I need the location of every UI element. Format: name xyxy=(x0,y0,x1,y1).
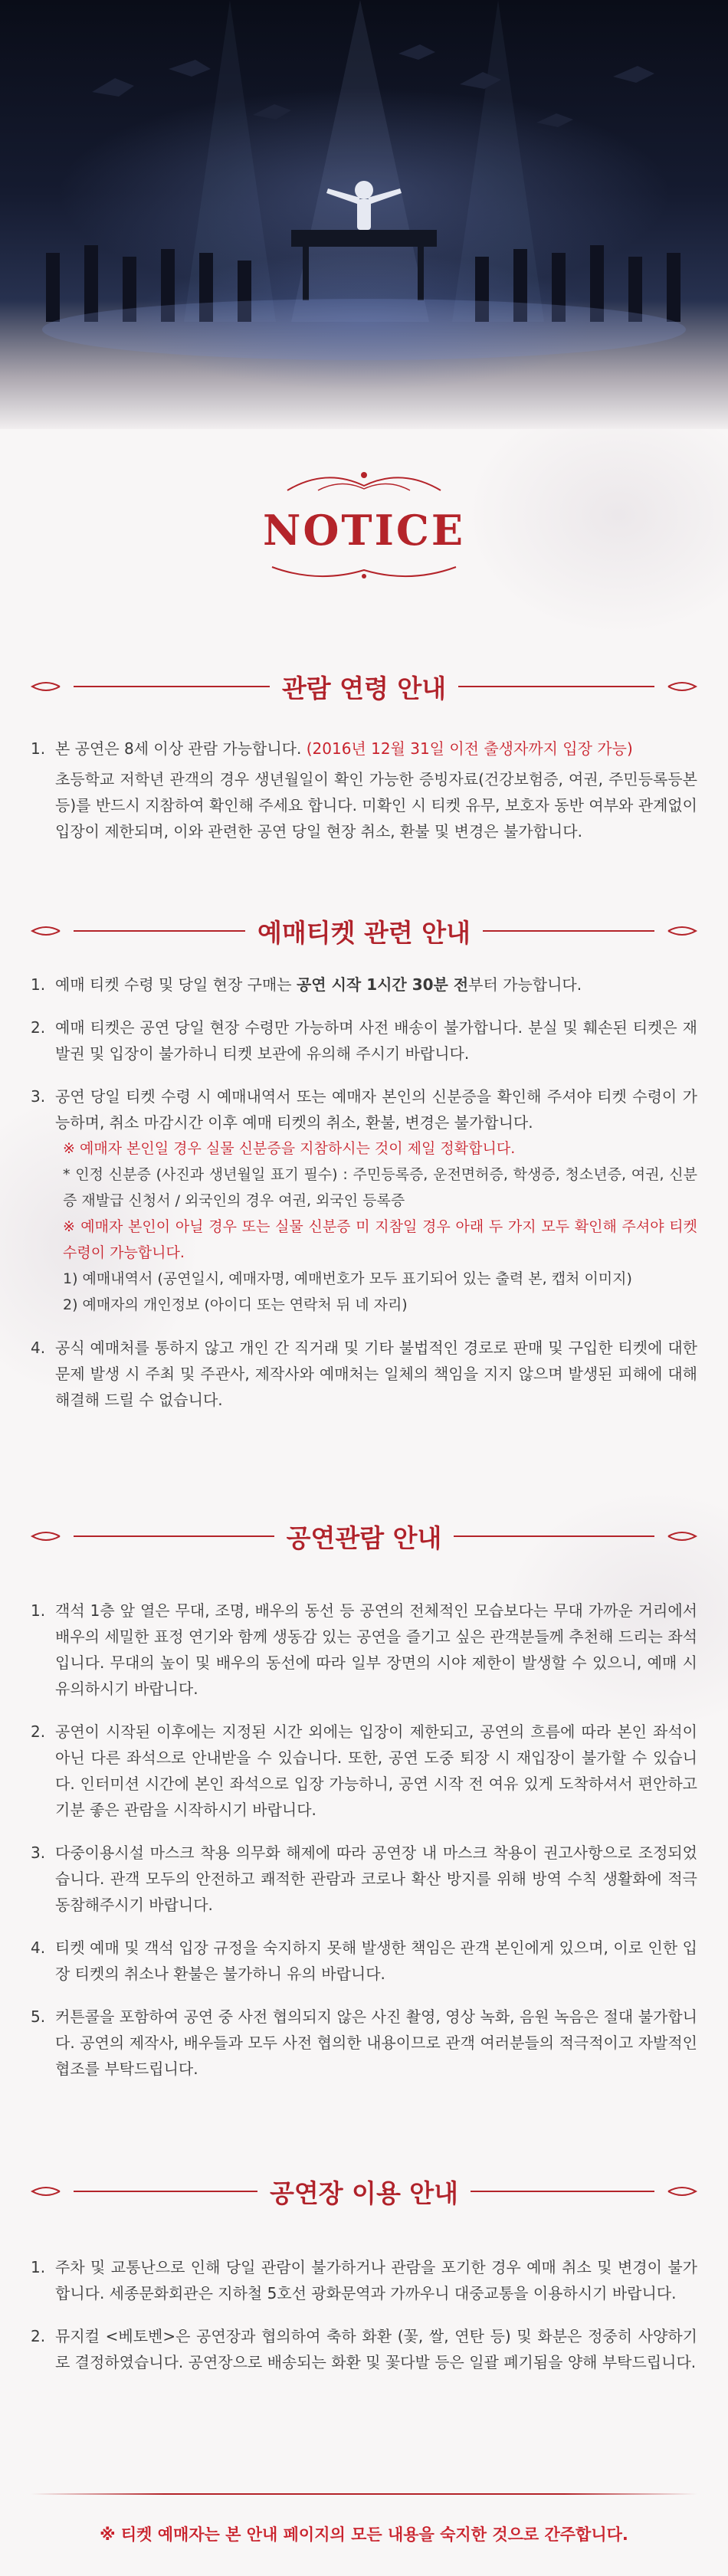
item-text: 티켓 예매 및 객석 입장 규정을 숙지하지 못해 발생한 책임은 관객 본인에게 있으며, 이로 인한 입장 티켓의 취소나 환불은 불가하니 유의 바랍니다. xyxy=(55,1939,697,1983)
item-number: 1. xyxy=(31,1601,46,1620)
section-title: 공연장 이용 안내 xyxy=(269,2178,459,2208)
section-title: 공연관람 안내 xyxy=(286,1522,442,1553)
note-list-item: 2) 예매자의 개인정보 (아이디 또는 연락처 뒤 네 자리) xyxy=(63,1296,408,1313)
note-list-item: 1) 예매내역서 (공연일시, 예매자명, 예매번호가 모두 표기되어 있는 출력 본, 캡처 이미지) xyxy=(63,1270,632,1287)
item-text: 공연 당일 티켓 수령 시 예매내역서 또는 예매자 본인의 신분증을 확인해 주셔야 티켓 수령이 가능하며, 취소 마감시간 이후 예매 티켓의 취소, 환불, 변경은 불가합니다. xyxy=(55,1087,697,1132)
item-number: 3. xyxy=(31,1844,46,1862)
item-number: 2. xyxy=(31,1018,46,1037)
list-item xyxy=(31,1840,697,1918)
item-subtext: 초등학교 저학년 관객의 경우 생년월일이 확인 가능한 증빙자료(건강보험증, 여권, 주민등록등본 등)를 반드시 지참하여 확인해 주세요 합니다. 미확인 시 티켓 유무, 보호자 동반 여부와 관계없이 입장이 제한되며, 이와 관련한 공연 당일 현장 취소, 환불 및 변경은 불가합니다. xyxy=(55,770,697,841)
note-text: * 인정 신분증 (사진과 생년월일 표기 필수) : 주민등록증, 운전면허증, 학생증, 청소년증, 여권, 신분증 재발급 신청서 / 외국인의 경우 여권, 외국인 등록증 xyxy=(63,1166,697,1209)
section-heading-viewing xyxy=(31,1513,697,1559)
footer-notice: ※ 티켓 예매자는 본 안내 페이지의 모든 내용을 숙지한 것으로 간주합니다. xyxy=(100,2525,628,2544)
flourish-left-icon xyxy=(31,2184,61,2199)
list-item xyxy=(31,1598,697,1702)
hero-stage-image xyxy=(0,0,728,429)
item-number: 4. xyxy=(31,1939,46,1957)
notice-title: NOTICE xyxy=(263,506,465,555)
footer-divider xyxy=(31,2493,697,2495)
section-body-ticket xyxy=(31,972,697,1430)
item-number: 5. xyxy=(31,2007,46,2026)
item-text: 다중이용시설 마스크 착용 의무화 해제에 따라 공연장 내 마스크 착용이 권고사항으로 조정되었습니다. 관객 모두의 안전하고 쾌적한 관람과 코로나 확산 방지를 위해 방역 수칙 생활화에 적극 동참해주시기 바랍니다. xyxy=(55,1844,697,1914)
item-text: 커튼콜을 포함하여 공연 중 사전 협의되지 않은 사진 촬영, 영상 녹화, 음원 녹음은 절대 불가합니다. 공연의 제작사, 배우들과 모두 사전 협의한 내용이므로 관객 여러분들의 적극적이고 자발적인 협조를 부탁드립니다. xyxy=(55,2007,697,2078)
item-text: 예매 티켓은 공연 당일 현장 수령만 가능하며 사전 배송이 불가합니다. 분실 및 훼손된 티켓은 재발권 및 입장이 불가하니 티켓 보관에 유의해 주시기 바랍니다. xyxy=(55,1018,697,1063)
item-bold-text: 공연 시작 1시간 30분 전 xyxy=(296,975,469,994)
item-text: 공연이 시작된 이후에는 지정된 시간 외에는 입장이 제한되고, 공연의 흐름에 따라 본인 좌석이 아닌 다른 좌석으로 안내받을 수 있습니다. 또한, 공연 도중 퇴장 시 재입장이 불가할 수 있습니다. 인터미션 시간에 본인 좌석으로 입장 가능하니, 공연 시작 전 여유 있게 도착하셔서 편안하고 기분 좋은 관람을 시작하시기 바랍니다. xyxy=(55,1722,697,1819)
section-body-venue xyxy=(31,2254,697,2392)
list-item xyxy=(31,2254,697,2306)
list-item xyxy=(31,2323,697,2375)
highlight-text: (2016년 12월 31일 이전 출생자까지 입장 가능) xyxy=(306,739,633,758)
list-item xyxy=(31,2004,697,2082)
list-item xyxy=(31,736,697,844)
ornament-bottom-icon xyxy=(264,561,464,584)
item-number: 2. xyxy=(31,1722,46,1741)
flourish-right-icon xyxy=(667,2184,697,2199)
flourish-left-icon xyxy=(31,923,61,939)
list-item xyxy=(31,1719,697,1823)
item-number: 1. xyxy=(31,975,46,994)
flourish-right-icon xyxy=(667,1529,697,1544)
item-text: 공식 예매처를 통하지 않고 개인 간 직거래 및 기타 불법적인 경로로 판매 및 구입한 티켓에 대한 문제 발생 시 주최 및 주관사, 제작사와 예매처는 일체의 책임을 지지 않으며 발생된 피해에 대해 해결해 드릴 수 없습니다. xyxy=(55,1339,697,1409)
flourish-right-icon xyxy=(667,923,697,939)
section-body-viewing xyxy=(31,1598,697,2099)
list-item xyxy=(31,1014,697,1067)
list-item xyxy=(31,1335,697,1413)
ornament-top-icon xyxy=(272,467,456,498)
flourish-right-icon xyxy=(667,679,697,694)
item-number: 1. xyxy=(31,739,46,758)
item-text: 객석 1층 앞 열은 무대, 조명, 배우의 동선 등 공연의 전체적인 모습보다는 무대 가까운 거리에서 배우의 세밀한 표정 연기와 함께 생동감 있는 공연을 즐기고 싶은 관객분들께 추천해 드리는 좌석입니다. 무대의 높이 및 배우의 동선에 따라 일부 장면의 시야 제한이 발생할 수 있으니, 예매 시 유의하시기 바랍니다. xyxy=(55,1601,697,1698)
item-text: 본 공연은 8세 이상 관람 가능합니다. xyxy=(55,739,302,758)
item-text: 주차 및 교통난으로 인해 당일 관람이 불가하거나 관람을 포기한 경우 예매 취소 및 변경이 불가합니다. 세종문화회관은 지하철 5호선 광화문역과 가까우니 대중교통을 이용하시기 바랍니다. xyxy=(55,2258,697,2302)
item-number: 1. xyxy=(31,2258,46,2276)
item-text: 뮤지컬 <베토벤>은 공연장과 협의하여 축하 화환 (꽃, 쌀, 연탄 등) 및 화분은 정중히 사양하기로 결정하였습니다. 공연장으로 배송되는 화환 및 꽃다발 등은 일괄 폐기됨을 양해 부탁드립니다. xyxy=(55,2327,697,2371)
section-heading-venue xyxy=(31,2168,697,2214)
section-heading-age xyxy=(31,664,697,710)
list-item xyxy=(31,1935,697,1987)
stage-scene-graphic xyxy=(0,0,728,429)
item-text: 부터 가능합니다. xyxy=(468,975,582,994)
item-text: 예매 티켓 수령 및 당일 현장 구매는 xyxy=(55,975,297,994)
flourish-left-icon xyxy=(31,679,61,694)
section-title: 예매티켓 관련 안내 xyxy=(257,917,471,948)
flourish-left-icon xyxy=(31,1529,61,1544)
item-number: 4. xyxy=(31,1339,46,1357)
section-title: 관람 연령 안내 xyxy=(281,673,447,703)
section-body-age xyxy=(31,736,697,861)
section-heading-ticket xyxy=(31,908,697,954)
notice-header xyxy=(0,467,728,584)
list-item xyxy=(31,1083,697,1318)
note-text: ※ 예매자 본인이 아닐 경우 또는 실물 신분증 미 지참일 경우 아래 두 가지 모두 확인해 주셔야 티켓 수령이 가능합니다. xyxy=(63,1218,697,1261)
list-item xyxy=(31,972,697,998)
item-number: 2. xyxy=(31,2327,46,2345)
item-number: 3. xyxy=(31,1087,46,1106)
note-text: ※ 예매자 본인일 경우 실물 신분증을 지참하시는 것이 제일 정확합니다. xyxy=(63,1140,516,1157)
